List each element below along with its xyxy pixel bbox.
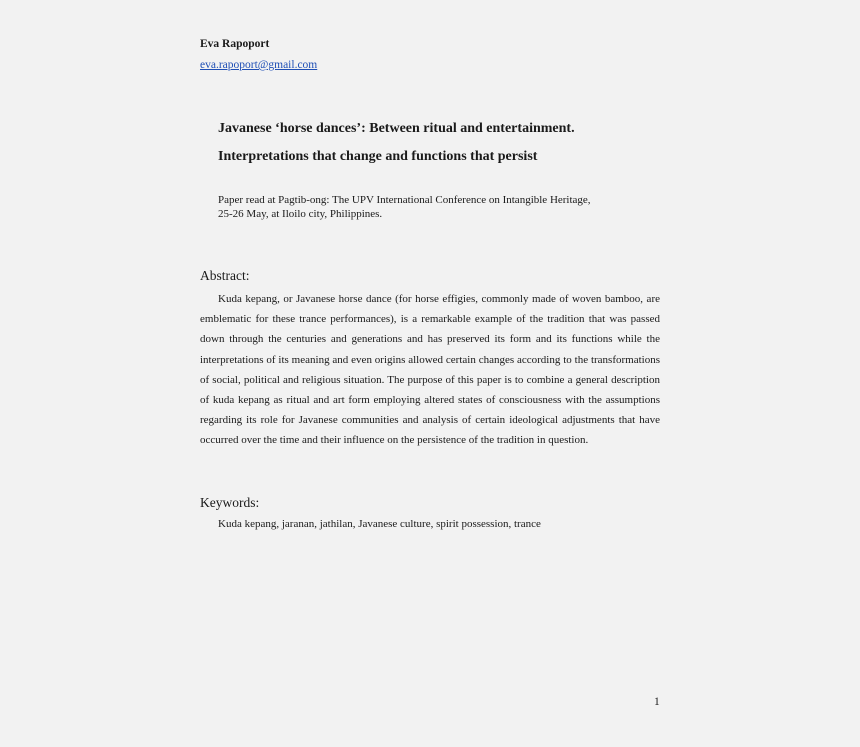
- conference-note-line-2: 25-26 May, at Iloilo city, Philippines.: [218, 208, 383, 220]
- paper-title-line-2: Interpretations that change and functions that persist: [218, 149, 538, 164]
- page-number: 1: [654, 696, 660, 708]
- paper-title-line-1: Javanese ‘horse dances’: Between ritual and entertainment.: [218, 121, 575, 136]
- conference-note-line-1: Paper read at Pagtib-ong: The UPV International Conference on Intangible Heritage,: [218, 194, 591, 206]
- keywords-heading: Keywords:: [200, 495, 260, 510]
- abstract-body: Kuda kepang, or Javanese horse dance (for horse effigies, commonly made of woven bamboo, are emblematic for these trance performances), is a remarkable example of the tradition that was passed down through the centuries and generations and has preserved its form and its functions while the interpretations of its meaning and even origins allowed certain changes according to the transformations of social, political and religious situation. The purpose of this paper is to combine a general description of kuda kepang as ritual and art form employing altered states of consciousness with the assumptions regarding its role for Javanese communities and analysis of certain ideological adjustments that have occurred over the time and their influence on the persistence of the tradition in question.: [200, 293, 660, 447]
- keywords-body: Kuda kepang, jaranan, jathilan, Javanese culture, spirit possession, trance: [218, 518, 541, 530]
- author-name: Eva Rapoport: [200, 38, 270, 50]
- author-email-link[interactable]: eva.rapoport@gmail.com: [200, 59, 318, 71]
- abstract-heading: Abstract:: [200, 268, 250, 283]
